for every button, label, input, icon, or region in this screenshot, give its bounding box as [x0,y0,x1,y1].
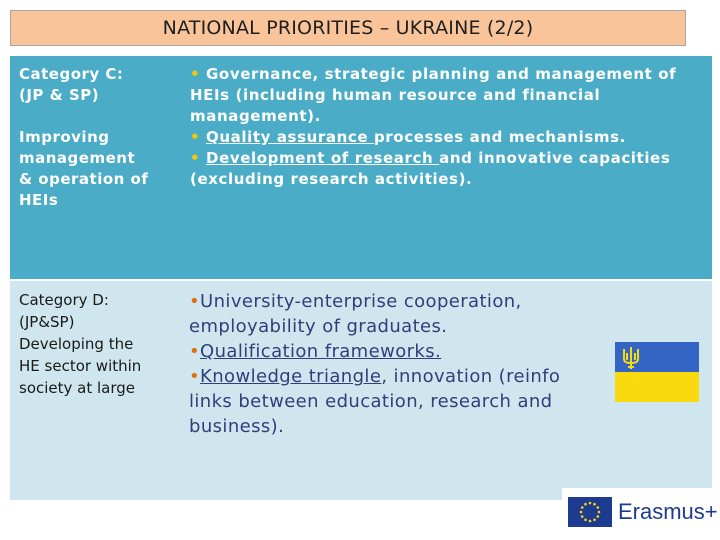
category-d-desc-2: HE sector within [19,357,142,375]
priority-qualification-frameworks: •Qualification frameworks. [189,341,442,362]
ukraine-flag-icon [615,342,699,402]
category-c-desc-2: management [19,149,136,167]
qualification-frameworks-link[interactable]: Qualification frameworks. [200,341,442,362]
trident-icon [620,345,642,371]
category-c-label [19,64,184,211]
category-c-heading: Category C: [19,65,124,83]
category-c-desc-3: & operation of [19,170,149,188]
eu-flag-icon [568,497,612,527]
category-d-priorities [189,289,629,439]
priority-university-enterprise: •University-enterprise cooperation, employability of graduates. [189,291,522,337]
priorities-table [10,56,712,500]
erasmus-brand-text: Erasmus+ [618,499,718,524]
category-c-desc-4: HEIs [19,191,59,209]
erasmus-logo [562,488,720,540]
priority-quality-assurance: • Quality assurance processes and mechanisms. [190,128,626,146]
category-d-heading: Category D: [19,291,109,309]
category-c-row [10,56,712,279]
priority-knowledge-triangle: •Knowledge triangle, innovation (reinfo links between education, research and business). [189,366,561,437]
slide-title: NATIONAL PRIORITIES – UKRAINE (2/2) [10,10,686,46]
category-c-desc-1: Improving [19,128,110,146]
category-c-scope: (JP & SP) [19,86,100,104]
quality-assurance-link[interactable]: Quality assurance [206,128,374,146]
priority-research-development: • Development of research and innovative capacities (excluding research activities). [190,149,671,188]
category-c-priorities [190,64,702,190]
knowledge-triangle-link[interactable]: Knowledge triangle [200,366,382,387]
category-d-row [10,281,712,500]
priority-governance: • Governance, strategic planning and management of HEIs (including human resource and financial management). [190,65,677,125]
development-of-research-link[interactable]: Development of research [206,149,440,167]
category-d-desc-3: society at large [19,379,136,397]
category-d-desc-1: Developing the [19,335,134,353]
category-d-label [19,289,184,399]
category-d-scope: (JP&SP) [19,313,75,331]
